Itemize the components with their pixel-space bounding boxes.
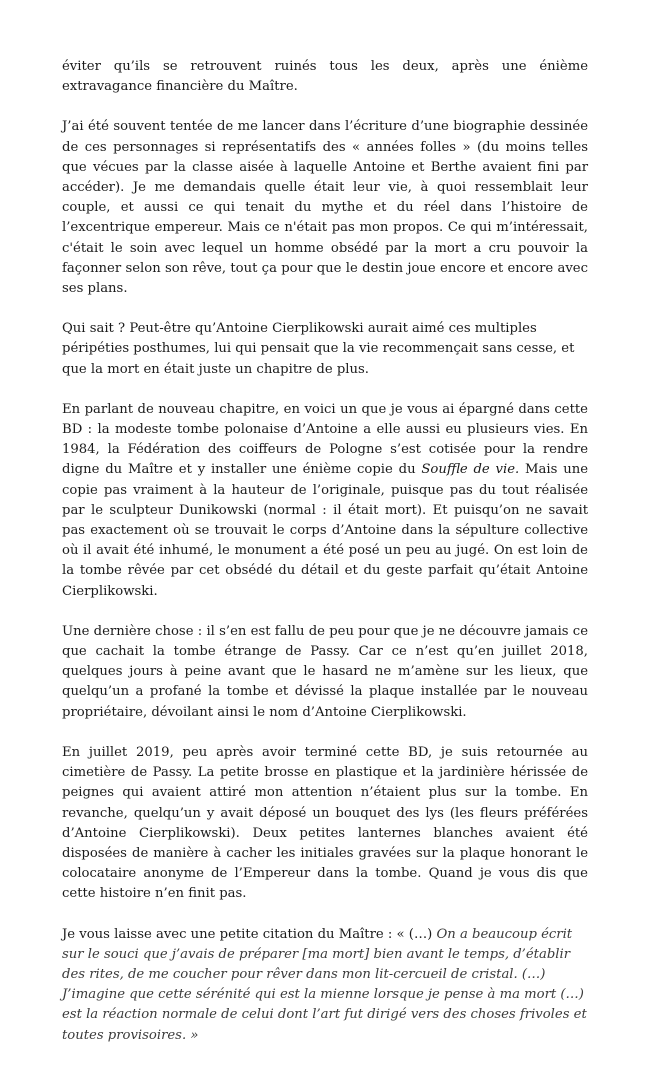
new-chapter-text-after: Mais une copie pas vraiment à la hauteur de l’originale, puisque pas du tout réalisée par le sculpteur Dunikowski (normal : il était mort). Et puisqu’on ne savait pas exactement où se trouvait le corps d’Antoine dans la sépulture collective où il avait été inhumé, le monument a été posé un peu au jugé. On est loin de la tombe rêvée par cet obsédé du détail et du geste parfait qu’était Antoine Cierplikowski. [62, 462, 588, 599]
quote-intro: Je vous laisse avec une petite citation du Maître : « (…) [62, 926, 437, 942]
paragraph-july-2019: En juillet 2019, peu après avoir terminé cette BD, je suis retournée au cimetière de Passy. La petite brosse en plastique et la jardinière hérissée de peignes qui avaient attiré mon attention n’étaient plus sur la tombe. En revanche, quelqu’un y avait déposé un bouquet des lys (les fleurs préférées d’Antoine Cierplikowski). Deux petites lanternes blanches avaient été disposées de manière à cacher les initiales gravées sur la plaque honorant le colocataire anonyme de l’Empereur dans la tombe. Quand je vous dis que cette histoire n’en finit pas. [62, 744, 588, 902]
paragraph-who-knows: Qui sait ? Peut-être qu’Antoine Cierplikowski aurait aimé ces multiples péripéties posthumes, lui qui pensait que la vie recommençait sans cesse, et que la mort en était juste un chapitre de plus. [62, 321, 575, 377]
paragraph-last-thing: Une dernière chose : il s’en est fallu de peu pour que je ne découvre jamais ce que cachait la tombe étrange de Passy. Car ce n’est qu’en juillet 2018, quelques jours à peine avant que le hasard ne m’amène sur les lieux, que quelqu’un a profané la tombe et dévissé la plaque installée par le nouveau propriétaire, dévoilant ainsi le nom d’Antoine Cierplikowski. [62, 623, 588, 720]
quote-body: On a beaucoup écrit sur le souci que j’avais de préparer [ma mort] bien avant le temps, d’établir des rites, de me coucher pour rêver dans mon lit-cercueil de cristal. (…) J’imagine que cette sérénité qui est la mienne lorsque je pense à ma mort (…) est la réaction normale de celui dont l’art fut dirigé vers des choses frivoles et toutes provisoires. » [62, 926, 587, 1043]
souffle-de-vie-title: Souffle de vie. [421, 462, 520, 478]
paragraph-new-chapter [62, 400, 588, 602]
document-page [62, 57, 588, 1066]
paragraph-quote [62, 925, 588, 1046]
new-chapter-text-before: En parlant de nouveau chapitre, en voici un que je vous ai épargné dans cette BD : la modeste tombe polonaise d’Antoine a elle aussi eu plusieurs vies. En 1984, la Fédération des coiffeurs de Pologne s’est cotisée pour la rendre digne du Maître et y installer une énième copie du [62, 401, 588, 478]
paragraph-biography: J’ai été souvent tentée de me lancer dans l’écriture d’une biographie dessinée de ces personnages si représentatifs des « années folles » (du moins telles que vécues par la classe aisée à laquelle Antoine et Berthe avaient fini par accéder). Je me demandais quelle était leur vie, à quoi ressemblait leur couple, et aussi ce qui tenait du mythe et du réel dans l’histoire de l’excentrique empereur. Mais ce n'était pas mon propos. Ce qui m’intéressait, c'était le soin avec lequel un homme obsédé par la mort a cru pouvoir la façonner selon son rêve, tout ça pour que le destin joue encore et encore avec ses plans. [62, 119, 588, 297]
paragraph-ruin: éviter qu’ils se retrouvent ruinés tous les deux, après une énième extravagance financière du Maître. [62, 59, 588, 95]
